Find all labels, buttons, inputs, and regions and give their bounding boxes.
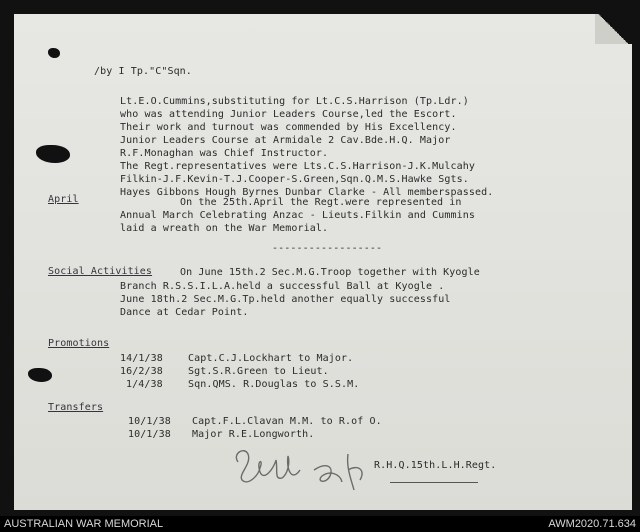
april-line-3: laid a wreath on the War Memorial.: [120, 223, 329, 234]
transfer-date-1: 10/1/38: [128, 416, 171, 427]
escort-line-2: who was attending Junior Leaders Course,led the Escort.: [120, 109, 457, 120]
promotion-date-3: 1/4/38: [126, 379, 163, 390]
social-line-3: June 18th.2 Sec.M.G.Tp.held another equally successful: [120, 294, 451, 305]
escort-line-3: Their work and turnout was commended by His Excellency.: [120, 122, 457, 133]
escort-line-7: Filkin-J.F.Kevin-T.J.Cooper-S.Green,Sqn.Q.M.S.Hawke Sgts.: [120, 174, 469, 185]
april-label: April: [48, 194, 79, 205]
promotion-date-1: 14/1/38: [120, 353, 163, 364]
section-separator: ------------------: [272, 243, 383, 254]
escort-line-4: Junior Leaders Course at Armidale 2 Cav.Bde.H.Q. Major: [120, 135, 451, 146]
promotion-text-2: Sgt.S.R.Green to Lieut.: [188, 366, 329, 377]
signature-block: R.H.Q.15th.L.H.Regt.: [374, 460, 497, 471]
social-line-4: Dance at Cedar Point.: [120, 307, 249, 318]
promotions-heading: Promotions: [48, 338, 110, 349]
promotion-text-3: Sqn.QMS. R.Douglas to S.S.M.: [188, 379, 360, 390]
transfer-date-2: 10/1/38: [128, 429, 171, 440]
promotion-text-1: Capt.C.J.Lockhart to Major.: [188, 353, 354, 364]
escort-line-5: R.F.Monaghan was Chief Instructor.: [120, 148, 329, 159]
archive-id: AWM2020.71.634: [548, 518, 636, 530]
social-line-2: Branch R.S.S.I.L.A.held a successful Ball at Kyogle .: [120, 281, 445, 292]
handwritten-signature: [230, 440, 380, 496]
escort-line-1: Lt.E.O.Cummins,substituting for Lt.C.S.Harrison (Tp.Ldr.): [120, 96, 469, 107]
transfer-text-1: Capt.F.L.Clavan M.M. to R.of O.: [192, 416, 382, 427]
signature-underline: [390, 482, 478, 483]
april-line-2: Annual March Celebrating Anzac - Lieuts.Filkin and Cummins: [120, 210, 475, 221]
archive-footer: [0, 516, 640, 532]
april-line-1: On the 25th.April the Regt.were represented in: [180, 197, 462, 208]
social-line-1: On June 15th.2 Sec.M.G.Troop together with Kyogle: [180, 267, 480, 278]
document-header: /by I Tp."C"Sqn.: [94, 66, 192, 77]
transfer-text-2: Major R.E.Longworth.: [192, 429, 315, 440]
social-activities-heading: Social Activities: [48, 266, 153, 277]
promotion-date-2: 16/2/38: [120, 366, 163, 377]
transfers-heading: Transfers: [48, 402, 104, 413]
escort-line-6: The Regt.representatives were Lts.C.S.Harrison-J.K.Mulcahy: [120, 161, 475, 172]
archive-name: AUSTRALIAN WAR MEMORIAL: [4, 518, 164, 530]
escort-line-8: Hayes Gibbons Hough Byrnes Dunbar Clarke - All memberspassed.: [120, 187, 494, 198]
